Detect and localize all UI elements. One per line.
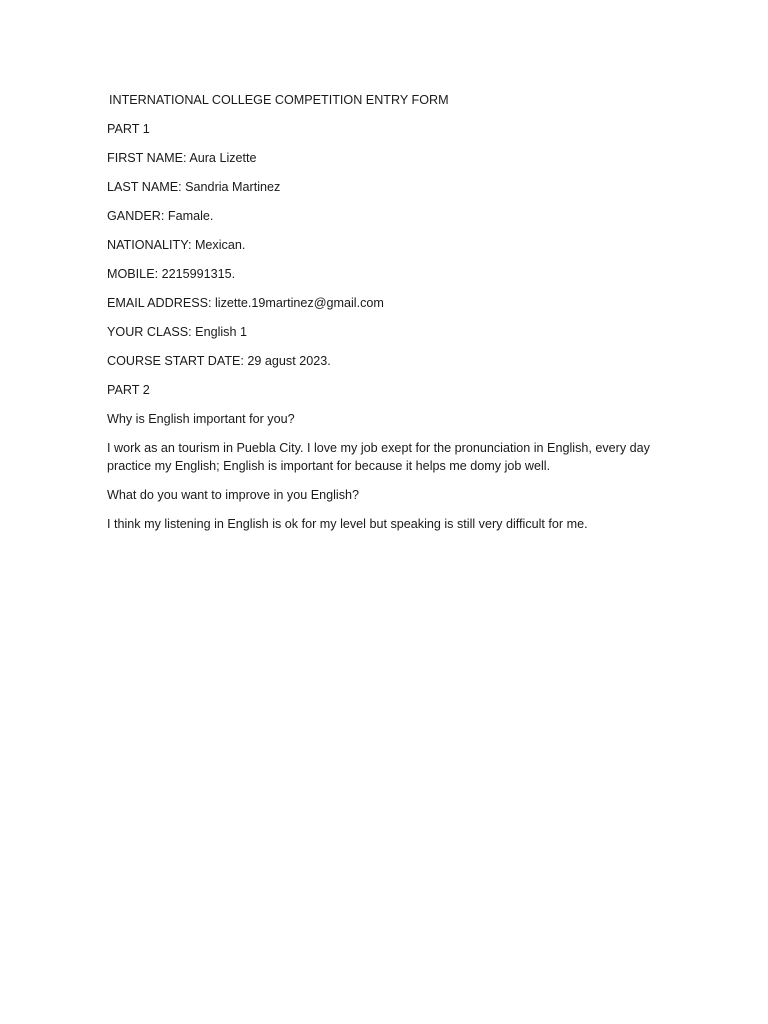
first-name-line: FIRST NAME: Aura Lizette (107, 151, 257, 165)
email-line: EMAIL ADDRESS: lizette.19martinez@gmail.com (107, 296, 384, 310)
part2-heading: PART 2 (107, 383, 150, 397)
course-start-line: COURSE START DATE: 29 agust 2023. (107, 354, 331, 368)
mobile-line: MOBILE: 2215991315. (107, 267, 236, 281)
question-1: Why is English important for you? (107, 412, 295, 426)
answer-1: I work as an tourism in Puebla City. I love my job exept for the pronunciation in English, every day practice my English; English is important for because it helps me domy job well. (107, 441, 650, 473)
nationality-line: NATIONALITY: Mexican. (107, 238, 246, 252)
gender-line: GANDER: Famale. (107, 209, 214, 223)
form-title: INTERNATIONAL COLLEGE COMPETITION ENTRY FORM (109, 93, 449, 107)
question-2: What do you want to improve in you English? (107, 488, 360, 502)
answer-2: I think my listening in English is ok for my level but speaking is still very difficult for me. (107, 517, 588, 531)
class-line: YOUR CLASS: English 1 (107, 325, 247, 339)
entry-form (107, 91, 687, 544)
part1-heading: PART 1 (107, 122, 150, 136)
last-name-line: LAST NAME: Sandria Martinez (107, 180, 281, 194)
